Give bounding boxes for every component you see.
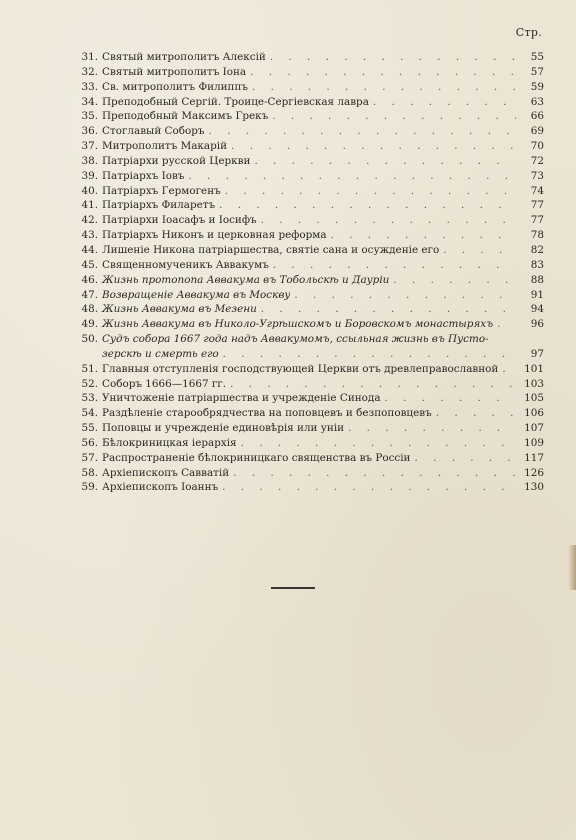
toc-entry-body — [100, 421, 516, 436]
toc-entry — [74, 451, 544, 466]
toc-entry-number: 35. — [81, 110, 98, 123]
toc-entry-body — [100, 139, 516, 154]
toc-entry-line — [100, 50, 516, 65]
toc-entry — [74, 377, 544, 392]
dot-leader — [226, 377, 516, 392]
toc-entry-body — [100, 288, 516, 303]
toc-entry-number: 36. — [81, 125, 98, 138]
toc-entry-body — [100, 258, 516, 273]
dot-leader — [219, 347, 516, 362]
toc-entry — [74, 65, 544, 80]
dot-leader — [227, 139, 516, 154]
dot-leader — [218, 480, 516, 495]
toc-entry-title: Патріархъ Іовъ — [102, 169, 185, 182]
dot-leader — [184, 169, 516, 184]
dot-leader — [246, 65, 516, 80]
toc-entry — [74, 332, 544, 362]
toc-entry-title: Святый митрополитъ Алексій — [102, 51, 266, 63]
toc-entry-body — [100, 466, 516, 481]
toc-entry — [74, 273, 544, 288]
toc-entry-title: Стоглавый Соборъ — [102, 125, 205, 138]
toc-entry-page-number: 82 — [530, 243, 544, 256]
toc-entry-title: Жизнь Аввакума въ Николо-Угрѣшскомъ и Боровскомъ монастыряхъ — [102, 318, 494, 331]
toc-entry — [74, 317, 544, 332]
dot-leader — [269, 258, 516, 273]
toc-entry-number: 48. — [81, 303, 98, 316]
toc-entry-body — [100, 362, 516, 377]
toc-entry-title: Распространеніе бѣлокриницкаго священства въ Россіи — [102, 451, 411, 464]
toc-entry-title: Главныя отступленія господствующей Церкви отъ древлеправославной — [102, 362, 499, 375]
toc-entry — [74, 406, 544, 421]
toc-entry-title: Раздѣленіе старообрядчества на поповцевъ и безпоповцевъ — [102, 407, 432, 420]
toc-entry-line — [100, 347, 516, 362]
toc-entry-page-number: 97 — [530, 347, 544, 360]
dot-leader — [439, 243, 516, 258]
toc-entry-page-number: 72 — [530, 154, 544, 167]
toc-entry-number: 33. — [81, 80, 98, 93]
toc-entry-title: Судъ собора 1667 года надъ Аввакумомъ, ссыльная жизнь въ Пусто- — [102, 333, 489, 346]
toc-entry-number: 49. — [81, 318, 98, 331]
toc-entry-body — [100, 391, 516, 406]
toc-entry-body — [100, 65, 516, 80]
toc-entry-title: Святый митрополитъ Іона — [102, 65, 247, 78]
toc-entry-body — [100, 169, 516, 184]
toc-entry-title: Лишеніе Никона патріаршества, святіе сана и осужденіе его — [102, 243, 440, 256]
toc-entry-line — [100, 288, 516, 303]
toc-entry-page-number: 130 — [524, 481, 544, 494]
toc-entry — [74, 421, 544, 436]
toc-entry-page-number: 109 — [524, 436, 544, 449]
toc-entry-page-number: 94 — [530, 303, 544, 316]
toc-entry-number: 52. — [81, 377, 98, 390]
toc-entry-page-number: 74 — [530, 184, 544, 197]
toc-entry-line — [100, 466, 516, 481]
toc-entry — [74, 302, 544, 317]
toc-entry-line — [100, 332, 516, 347]
toc-entry-line — [100, 258, 516, 273]
toc-entry-line — [100, 362, 516, 377]
toc-entry-title: Соборъ 1666—1667 гг. — [102, 377, 227, 390]
toc-entry-page-number: 73 — [530, 169, 544, 182]
toc-entry-title: Архіепископъ Іоаннъ — [102, 481, 219, 494]
toc-entry-body — [100, 198, 516, 213]
toc-entry-title: Патріархъ Гермогенъ — [102, 184, 221, 197]
toc-entry-body — [100, 50, 516, 65]
toc-entry-page-number: 57 — [530, 65, 544, 78]
toc-entry — [74, 169, 544, 184]
toc-entry-page-number: 69 — [530, 125, 544, 138]
toc-entry-number: 45. — [81, 258, 98, 271]
toc-entry-number: 31. — [81, 51, 98, 63]
toc-entry-body — [100, 302, 516, 317]
toc-entry-line — [100, 109, 516, 124]
toc-entry-body — [100, 273, 516, 288]
toc-entry-number: 58. — [81, 466, 98, 479]
toc-entry-line — [100, 124, 516, 139]
toc-entry-line — [100, 406, 516, 421]
toc-entry-line — [100, 317, 516, 332]
dot-leader — [221, 184, 516, 199]
toc-entry — [74, 139, 544, 154]
page-edge-stain — [568, 545, 576, 590]
toc-entry-line — [100, 391, 516, 406]
toc-entry-page-number: 91 — [530, 288, 544, 301]
toc-entry-number: 42. — [81, 214, 98, 227]
toc-entry-line — [100, 228, 516, 243]
toc-entry-body — [100, 406, 516, 421]
toc-entry-page-number: 117 — [524, 451, 544, 464]
dot-leader — [493, 317, 516, 332]
dot-leader — [268, 109, 516, 124]
toc-entry-body — [100, 317, 516, 332]
toc-entry-body — [100, 95, 516, 110]
toc-entry-page-number: 59 — [530, 80, 544, 93]
toc-entry-body — [100, 154, 516, 169]
toc-entry — [74, 50, 544, 65]
toc-entry — [74, 243, 544, 258]
toc-entry — [74, 213, 544, 228]
toc-entry-number: 59. — [81, 481, 98, 494]
toc-entry-line — [100, 169, 516, 184]
dot-leader — [327, 228, 516, 243]
toc-entry-page-number: 88 — [530, 273, 544, 286]
dot-leader — [257, 213, 516, 228]
toc-entry-title: Возвращеніе Аввакума въ Москву — [102, 288, 291, 301]
toc-entry-line — [100, 184, 516, 199]
toc-entry-body — [100, 332, 516, 362]
toc-entry-title: Св. митрополитъ Филиппъ — [102, 80, 248, 93]
toc-entry-line — [100, 480, 516, 495]
dot-leader — [229, 466, 516, 481]
toc-entry-title: Патріархи русской Церкви — [102, 154, 251, 167]
dot-leader — [389, 273, 516, 288]
dot-leader — [369, 95, 516, 110]
toc-entry — [74, 288, 544, 303]
dot-leader — [248, 80, 516, 95]
toc-entry-number: 56. — [81, 436, 98, 449]
toc-entry — [74, 480, 544, 495]
toc-entry-line — [100, 139, 516, 154]
toc-entry-number: 44. — [81, 243, 98, 256]
toc-entry — [74, 184, 544, 199]
dot-leader — [381, 391, 516, 406]
table-of-contents — [74, 50, 544, 495]
toc-entry-number: 39. — [81, 169, 98, 182]
dot-leader — [266, 50, 516, 65]
toc-entry-page-number: 77 — [530, 214, 544, 227]
toc-entry — [74, 362, 544, 377]
toc-entry-page-number: 106 — [524, 407, 544, 420]
toc-entry-page-number: 126 — [524, 466, 544, 479]
toc-entry-title: Бѣлокриницкая іерархія — [102, 436, 237, 449]
toc-entry-title: Преподобный Сергій. Троице-Сергіевская лавра — [102, 95, 369, 108]
toc-entry-number: 55. — [81, 422, 98, 435]
toc-entry-number: 34. — [81, 95, 98, 108]
toc-entry-number: 43. — [81, 229, 98, 242]
toc-entry-title: Патріархи Іоасафъ и Іосифъ — [102, 214, 257, 227]
toc-entry-title: Жизнь Аввакума въ Мезени — [102, 303, 257, 316]
toc-entry-page-number: 55 — [530, 51, 544, 63]
toc-entry — [74, 109, 544, 124]
toc-entry-number: 38. — [81, 154, 98, 167]
end-rule-divider — [271, 587, 315, 589]
toc-entry-number: 51. — [81, 362, 98, 375]
dot-leader — [237, 436, 516, 451]
toc-entry-body — [100, 377, 516, 392]
toc-entry-title: Патріархъ Филаретъ — [102, 199, 216, 212]
toc-entry-number: 37. — [81, 140, 98, 153]
dot-leader — [250, 154, 516, 169]
toc-entry-page-number: 105 — [524, 392, 544, 405]
toc-entry-page-number: 101 — [524, 362, 544, 375]
dot-leader — [257, 302, 516, 317]
toc-entry-number: 47. — [81, 288, 98, 301]
toc-entry — [74, 391, 544, 406]
dot-leader — [498, 362, 516, 377]
page-column-header: Стр. — [515, 26, 542, 39]
toc-entry-line — [100, 377, 516, 392]
toc-entry — [74, 228, 544, 243]
toc-entry-body — [100, 436, 516, 451]
toc-entry-line — [100, 451, 516, 466]
toc-entry-body — [100, 124, 516, 139]
toc-entry-title: Поповцы и учрежденіе единовѣрія или уніи — [102, 422, 345, 435]
toc-entry-line — [100, 80, 516, 95]
toc-entry-number: 50. — [81, 333, 98, 346]
toc-entry-line — [100, 273, 516, 288]
toc-entry-title: Жизнь протопопа Аввакума въ Тобольскѣ и Дауріи — [102, 273, 390, 286]
toc-entry — [74, 466, 544, 481]
toc-entry-body — [100, 228, 516, 243]
toc-entry — [74, 95, 544, 110]
toc-entry — [74, 154, 544, 169]
toc-entry-page-number: 70 — [530, 140, 544, 153]
dot-leader — [290, 288, 516, 303]
toc-entry-page-number: 78 — [530, 229, 544, 242]
toc-entry-number: 46. — [81, 273, 98, 286]
dot-leader — [410, 451, 516, 466]
toc-entry-page-number: 63 — [530, 95, 544, 108]
dot-leader — [432, 406, 516, 421]
toc-entry-title: Архіепископъ Савватій — [102, 466, 230, 479]
toc-entry-page-number: 77 — [530, 199, 544, 212]
toc-entry-number: 40. — [81, 184, 98, 197]
toc-entry-page-number: 107 — [524, 422, 544, 435]
toc-entry — [74, 124, 544, 139]
toc-entry-page-number: 96 — [530, 318, 544, 331]
toc-entry-page-number: 83 — [530, 258, 544, 271]
toc-entry-title: Митрополитъ Макарій — [102, 140, 228, 153]
toc-entry-title: зерскѣ и смерть его — [102, 347, 219, 360]
toc-entry-page-number: 66 — [530, 110, 544, 123]
toc-entry-body — [100, 184, 516, 199]
dot-leader — [205, 124, 516, 139]
toc-entry-line — [100, 65, 516, 80]
toc-entry-number: 53. — [81, 392, 98, 405]
toc-entry-number: 32. — [81, 65, 98, 78]
toc-entry-line — [100, 95, 516, 110]
dot-leader — [215, 198, 516, 213]
toc-entry-body — [100, 213, 516, 228]
toc-entry-body — [100, 243, 516, 258]
toc-entry — [74, 258, 544, 273]
toc-entry-line — [100, 421, 516, 436]
toc-entry-line — [100, 436, 516, 451]
toc-entry-line — [100, 198, 516, 213]
toc-entry-title: Преподобный Максимъ Грекъ — [102, 110, 269, 123]
toc-entry-body — [100, 480, 516, 495]
toc-entry-title: Священномученикъ Аввакумъ — [102, 258, 269, 271]
toc-entry — [74, 198, 544, 213]
toc-entry — [74, 436, 544, 451]
toc-entry-title: Уничтоженіе патріаршества и учрежденіе Синода — [102, 392, 381, 405]
toc-entry-body — [100, 80, 516, 95]
toc-entry — [74, 80, 544, 95]
toc-entry-body — [100, 451, 516, 466]
toc-entry-line — [100, 154, 516, 169]
dot-leader — [344, 421, 516, 436]
toc-entry-number: 41. — [81, 199, 98, 212]
toc-entry-number: 54. — [81, 407, 98, 420]
toc-entry-line — [100, 213, 516, 228]
toc-entry-title: Патріархъ Никонъ и церковная реформа — [102, 229, 327, 242]
toc-entry-line — [100, 243, 516, 258]
toc-entry-page-number: 103 — [524, 377, 544, 390]
toc-entry-body — [100, 109, 516, 124]
toc-entry-number: 57. — [81, 451, 98, 464]
toc-entry-line — [100, 302, 516, 317]
